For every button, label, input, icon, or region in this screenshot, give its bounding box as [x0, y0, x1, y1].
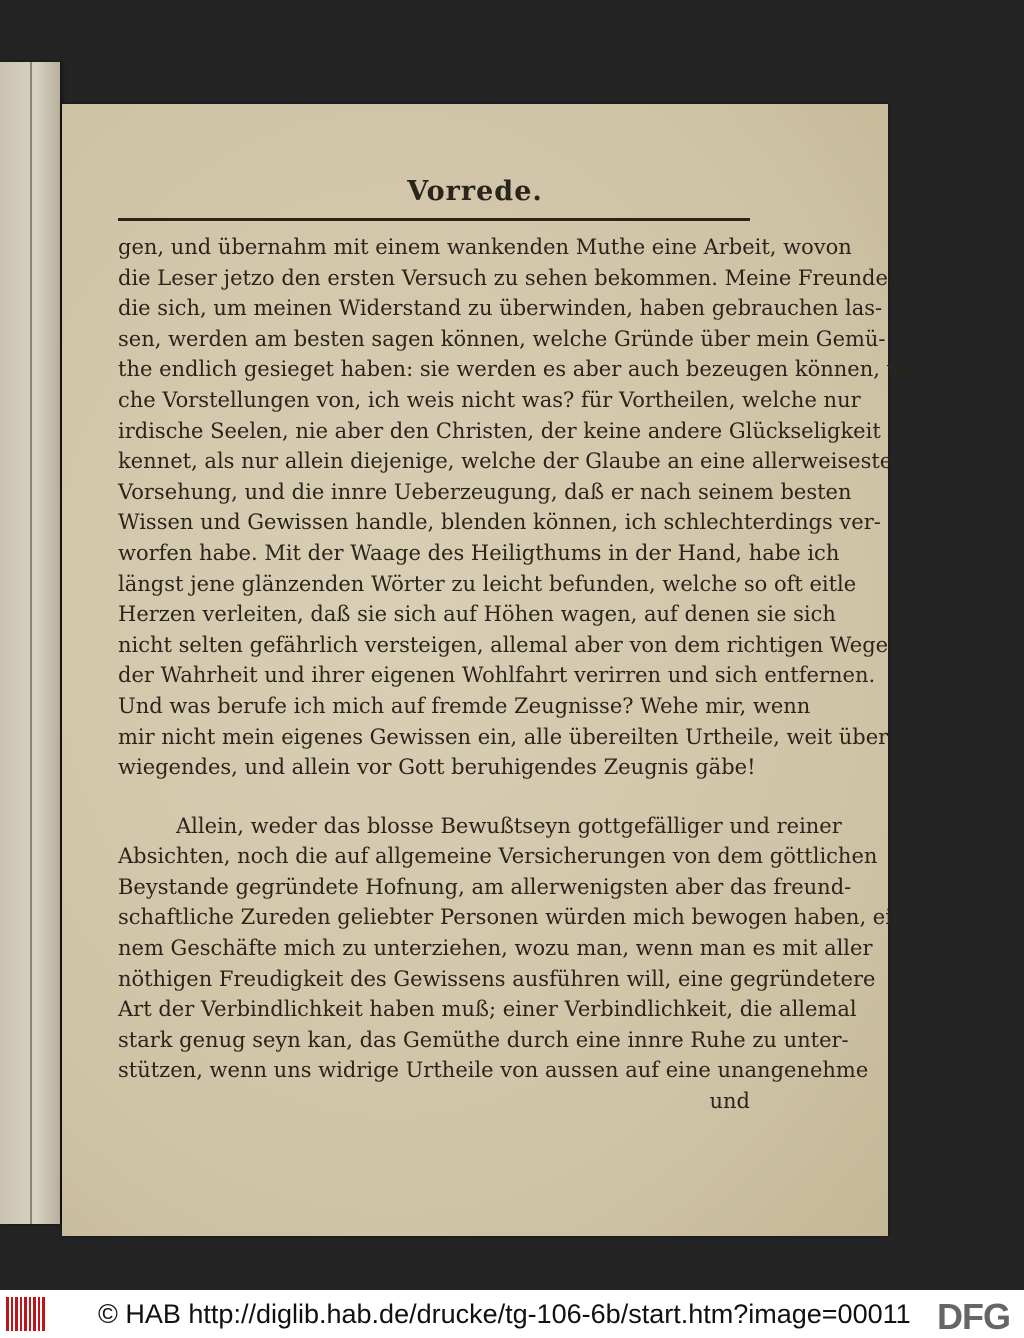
running-head: Vorrede. [407, 176, 543, 207]
catchword: und [709, 1089, 750, 1114]
text-line: sen, werden am besten sagen können, welche Gründe über mein Gemü- [118, 326, 886, 351]
text-line: mir nicht mein eigenes Gewissen ein, alle übereilten Urtheile, weit über- [118, 724, 896, 749]
footer-copyright-url[interactable]: © HAB http://diglib.hab.de/drucke/tg-106-6b/start.htm?image=00011 [98, 1298, 911, 1329]
paragraph-2 [118, 811, 900, 1086]
paragraph-1 [118, 232, 931, 783]
paragraph-gap [118, 783, 750, 811]
text-line: Absichten, noch die auf allgemeine Versicherungen von dem göttlichen [118, 844, 878, 869]
text-line: die Leser jetzo den ersten Versuch zu sehen bekommen. Meine Freunde, [118, 265, 895, 290]
text-line: nem Geschäfte mich zu unterziehen, wozu man, wenn man es mit aller [118, 936, 873, 961]
text-line: Und was berufe ich mich auf fremde Zeugnisse? Wehe mir, wenn [118, 693, 811, 718]
text-line: längst jene glänzenden Wörter zu leicht befunden, welche so oft eitle [118, 571, 857, 596]
book-page [62, 104, 931, 1236]
text-line: Herzen verleiten, daß sie sich auf Höhen wagen, auf denen sie sich [118, 602, 836, 627]
dfg-logo: DFG [937, 1296, 1010, 1337]
text-line: Art der Verbindlichkeit haben muß; einer Verbindlichkeit, die allemal [118, 997, 857, 1022]
text-line: che Vorstellungen von, ich weis nicht was? für Vortheilen, welche nur [118, 387, 861, 412]
text-line: kennet, als nur allein diejenige, welche der Glaube an eine allerweiseste [118, 449, 893, 474]
text-line: Beystande gegründete Hofnung, am allerwenigsten aber das freund- [118, 874, 852, 899]
text-line: irdische Seelen, nie aber den Christen, der keine andere Glückseligkeit [118, 418, 881, 443]
text-line: worfen habe. Mit der Waage des Heiligthums in der Hand, habe ich [118, 540, 840, 565]
body-text [118, 232, 931, 1117]
text-line: Allein, weder das blosse Bewußtseyn gottgefälliger und reiner [176, 813, 842, 838]
text-line: stützen, wenn uns widrige Urtheile von aussen auf eine unangenehme [118, 1058, 869, 1083]
text-line: stark genug seyn kan, das Gemüthe durch eine innre Ruhe zu unter- [118, 1027, 849, 1052]
text-line: nöthigen Freudigkeit des Gewissens ausführen will, eine gegründetere [118, 966, 876, 991]
text-line: the endlich gesieget haben: sie werden es aber auch bezeugen können, wel- [118, 357, 931, 382]
previous-page-edge [0, 62, 60, 1224]
text-line: schaftliche Zureden geliebter Personen würden mich bewogen haben, ei- [118, 905, 900, 930]
footer-bar [0, 1290, 1024, 1338]
text-line: gen, und übernahm mit einem wankenden Muthe eine Arbeit, wovon [118, 235, 852, 259]
text-line: Vorsehung, und die innre Ueberzeugung, daß er nach seinem besten [118, 479, 852, 504]
head-rule [118, 218, 750, 221]
text-line: der Wahrheit und ihrer eigenen Wohlfahrt verirren und sich entfernen. [118, 663, 876, 688]
text-line: nicht selten gefährlich versteigen, allemal aber von dem richtigen Wege [118, 632, 889, 657]
text-line: wiegendes, und allein vor Gott beruhigendes Zeugnis gäbe! [118, 755, 756, 780]
text-line: die sich, um meinen Widerstand zu überwinden, haben gebrauchen las- [118, 296, 883, 321]
text-line: Wissen und Gewissen handle, blenden können, ich schlechterdings ver- [118, 510, 881, 535]
barcode-icon [6, 1297, 46, 1331]
